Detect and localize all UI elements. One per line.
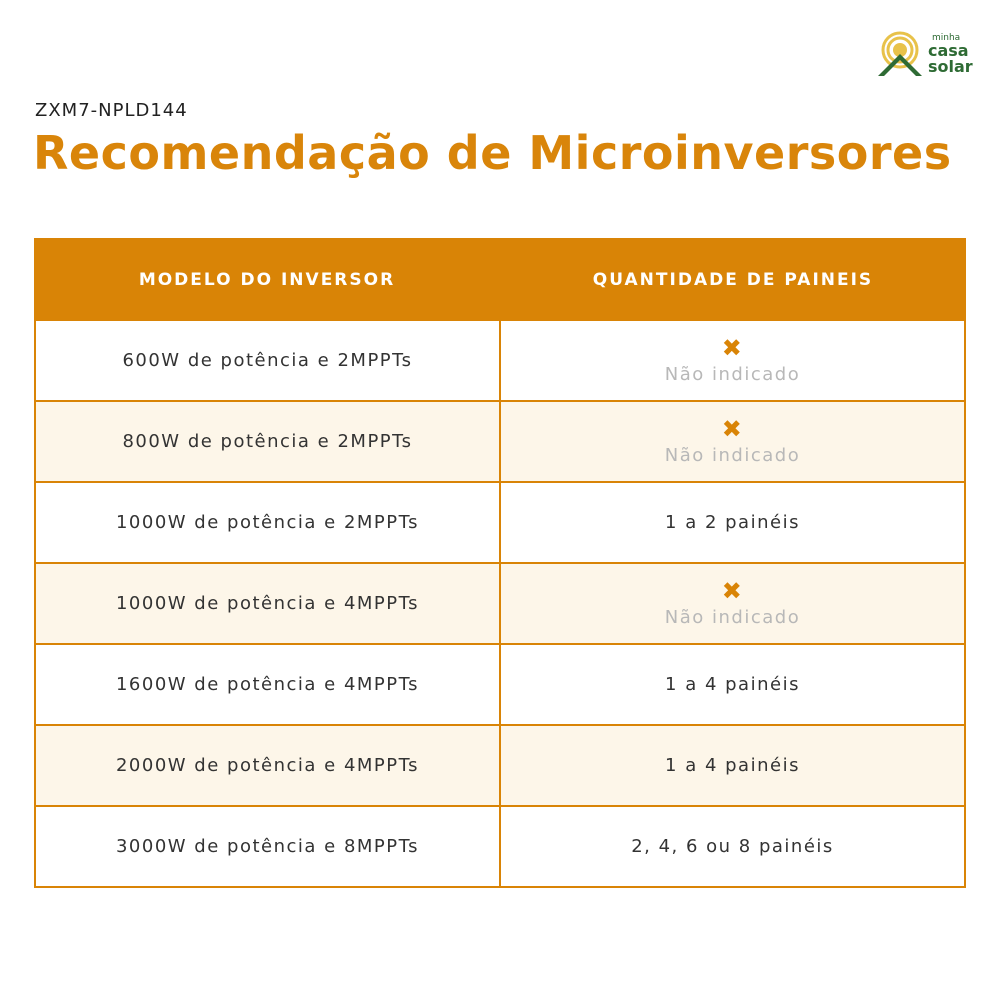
cell-panel-quantity xyxy=(499,645,964,724)
cell-inverter-model: 600W de potência e 2MPPTs xyxy=(122,350,413,371)
cell-inverter-model: 800W de potência e 2MPPTs xyxy=(122,431,413,452)
quantity-text: 1 a 2 painéis xyxy=(665,512,800,533)
cell-panel-quantity xyxy=(499,564,964,643)
page-title: Recomendação de Microinversores xyxy=(33,126,952,180)
logo-text-solar: solar xyxy=(928,57,973,76)
cell-inverter-model: 1000W de potência e 2MPPTs xyxy=(115,512,420,533)
quantity-text: 2, 4, 6 ou 8 painéis xyxy=(631,836,834,857)
table-row xyxy=(34,807,966,888)
table-row xyxy=(34,402,966,483)
cell-inverter-model: 1600W de potência e 4MPPTs xyxy=(115,674,420,695)
header-model: MODELO DO INVERSOR xyxy=(138,269,396,290)
logo-text-minha: minha xyxy=(932,33,961,43)
product-model: ZXM7-NPLD144 xyxy=(35,100,188,121)
table-row xyxy=(34,645,966,726)
x-icon: ✖ xyxy=(721,415,744,443)
cell-inverter-model: 1000W de potência e 4MPPTs xyxy=(115,593,420,614)
table-row xyxy=(34,564,966,645)
table-row xyxy=(34,726,966,807)
logo-text-casa: casa xyxy=(928,41,969,60)
x-icon: ✖ xyxy=(721,334,744,362)
x-icon: ✖ xyxy=(721,577,744,605)
sun-house-icon xyxy=(876,30,926,78)
cell-panel-quantity xyxy=(499,321,964,400)
cell-inverter-model: 3000W de potência e 8MPPTs xyxy=(115,836,420,857)
cell-panel-quantity xyxy=(499,402,964,481)
quantity-text: 1 a 4 painéis xyxy=(665,674,800,695)
quantity-text: 1 a 4 painéis xyxy=(665,755,800,776)
cell-panel-quantity xyxy=(499,483,964,562)
cell-panel-quantity xyxy=(499,807,964,886)
brand-logo xyxy=(876,30,976,78)
quantity-text: Não indicado xyxy=(664,607,801,628)
table-body xyxy=(34,321,966,888)
table-header xyxy=(34,238,966,321)
quantity-text: Não indicado xyxy=(664,364,801,385)
table-row xyxy=(34,483,966,564)
table-row xyxy=(34,321,966,402)
recommendation-table xyxy=(34,238,966,888)
quantity-text: Não indicado xyxy=(664,445,801,466)
cell-inverter-model: 2000W de potência e 4MPPTs xyxy=(115,755,420,776)
header-quantity: QUANTIDADE DE PAINEIS xyxy=(592,269,874,290)
cell-panel-quantity xyxy=(499,726,964,805)
